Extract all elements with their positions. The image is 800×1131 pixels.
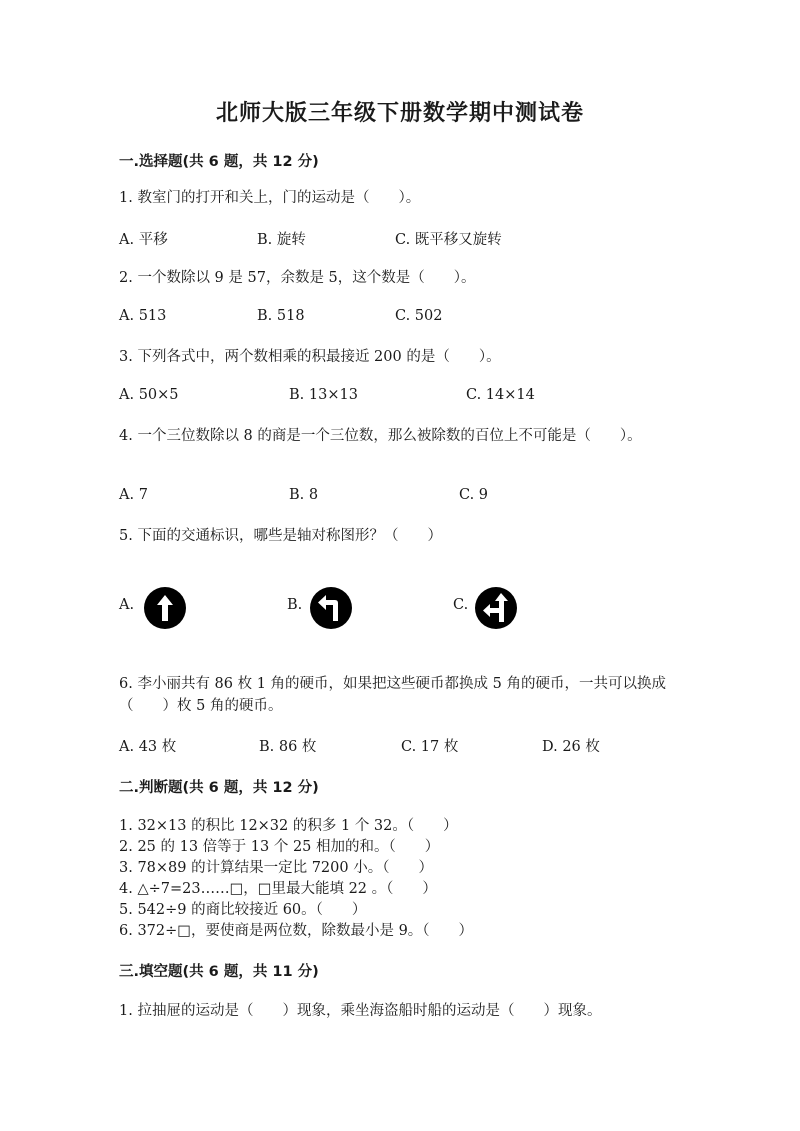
option-1c: C. 既平移又旋转 — [395, 232, 502, 248]
option-5a: A. — [119, 597, 135, 613]
option-3b: B. 13×13 — [289, 387, 358, 403]
option-2a: A. 513 — [119, 308, 167, 324]
option-5c: C. — [453, 597, 469, 613]
question-2: 2. 一个数除以 9 是 57，余数是 5，这个数是（ ）。 — [119, 270, 476, 286]
option-4a: A. 7 — [119, 487, 148, 503]
option-4c: C. 9 — [459, 487, 489, 503]
option-5b: B. — [287, 597, 303, 613]
question-3: 3. 下列各式中，两个数相乘的积最接近 200 的是（ ）。 — [119, 349, 501, 365]
option-4b: B. 8 — [289, 487, 319, 503]
judgement-item-5: 5. 542÷9 的商比较接近 60。（ ） — [119, 902, 367, 918]
option-6b: B. 86 枚 — [259, 739, 317, 755]
judgement-item-2: 2. 25 的 13 倍等于 13 个 25 相加的和。（ ） — [119, 839, 440, 855]
judgement-item-3: 3. 78×89 的计算结果一定比 7200 小。（ ） — [119, 860, 433, 876]
option-1a: A. 平移 — [119, 232, 168, 248]
option-2b: B. 518 — [257, 308, 305, 324]
section-heading-judgement: 二.判断题(共 6 题，共 12 分) — [119, 780, 319, 796]
option-6d: D. 26 枚 — [542, 739, 600, 755]
option-1b: B. 旋转 — [257, 232, 306, 248]
section-heading-choice: 一.选择题(共 6 题，共 12 分) — [119, 154, 319, 170]
question-4: 4. 一个三位数除以 8 的商是一个三位数，那么被除数的百位上不可能是（ ）。 — [119, 428, 642, 444]
option-3a: A. 50×5 — [119, 387, 179, 403]
question-5: 5. 下面的交通标识，哪些是轴对称图形？（ ） — [119, 528, 442, 544]
option-6c: C. 17 枚 — [401, 739, 459, 755]
question-1: 1. 教室门的打开和关上，门的运动是（ ）。 — [119, 190, 421, 206]
fill-blank-question-1: 1. 拉抽屉的运动是（ ）现象，乘坐海盗船时船的运动是（ ）现象。 — [119, 1003, 602, 1019]
judgement-item-6: 6. 372÷□，要使商是两位数，除数最小是 9。（ ） — [119, 923, 474, 939]
judgement-item-1: 1. 32×13 的积比 12×32 的积多 1 个 32。（ ） — [119, 818, 458, 834]
section-heading-fill-blank: 三.填空题(共 6 题，共 11 分) — [119, 964, 319, 980]
turn-left-sign-icon — [309, 586, 353, 630]
option-6a: A. 43 枚 — [119, 739, 177, 755]
option-3c: C. 14×14 — [466, 387, 535, 403]
option-2c: C. 502 — [395, 308, 443, 324]
question-6: 6. 李小丽共有 86 枚 1 角的硬币，如果把这些硬币都换成 5 角的硬币，一共可以换成（ ）枚 5 角的硬币。 — [119, 676, 666, 714]
exam-title: 北师大版三年级下册数学期中测试卷 — [215, 101, 584, 126]
judgement-item-4: 4. △÷7=23……□，□里最大能填 22 。（ ） — [119, 881, 437, 897]
straight-or-left-sign-icon — [474, 586, 518, 630]
straight-arrow-sign-icon — [143, 586, 187, 630]
